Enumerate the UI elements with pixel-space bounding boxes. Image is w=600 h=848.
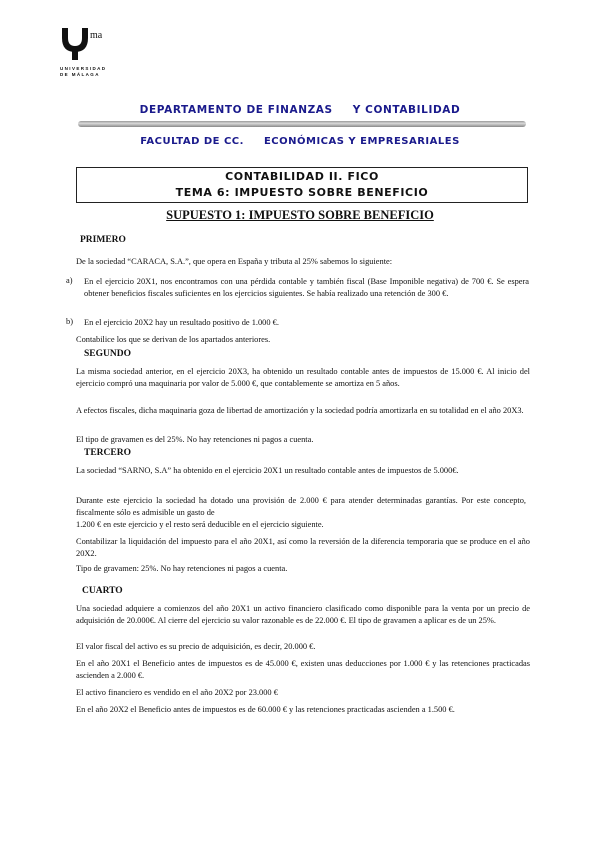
primero-item-b: En el ejercicio 20X2 hay un resultado positivo de 1.000 €. bbox=[84, 318, 279, 327]
segundo-p1: La misma sociedad anterior, en el ejercicio 20X3, ha obtenido un resultado contable antes de impuestos de 15.000 €. Al inicio del ejercicio compró una maquinaria por valor de 5.000 €, que contablemente se amortiza en 5 años. bbox=[76, 367, 530, 388]
logo-name-line1: UNIVERSIDAD bbox=[60, 66, 107, 71]
department-title bbox=[0, 104, 600, 116]
topic-title: TEMA 6: IMPUESTO SOBRE BENEFICIO bbox=[175, 186, 429, 199]
tercero-p2a: Durante este ejercicio la sociedad ha dotado una provisión de 2.000 € para atender determinadas garantías. Por este concepto, fiscalmente sólo es admisible un gasto de bbox=[76, 496, 526, 517]
item-a-marker: a) bbox=[66, 276, 73, 285]
cuarto-p4: El activo financiero es vendido en el año 20X2 por 23.000 € bbox=[76, 688, 278, 697]
course-title-box bbox=[76, 167, 528, 203]
primero-closing: Contabilice los que se derivan de los apartados anteriores. bbox=[76, 335, 271, 344]
faculty-title bbox=[0, 136, 600, 147]
segundo-p2: A efectos fiscales, dicha maquinaria goza de libertad de amortización y la sociedad podría amortizarla en su totalidad en el año 20X3. bbox=[76, 406, 524, 415]
course-title: CONTABILIDAD II. FICO bbox=[225, 170, 379, 183]
item-b-marker: b) bbox=[66, 317, 73, 326]
tercero-heading: TERCERO bbox=[84, 448, 131, 458]
tercero-p3: Contabilizar la liquidación del impuesto para el año 20X1, así como la reversión de la diferencia temporaria que se produce en el año 20X2. bbox=[76, 537, 530, 558]
university-logo bbox=[60, 26, 120, 86]
primero-intro: De la sociedad “CARACA, S.A.”, que opera en España y tributa al 25% sabemos lo siguiente: bbox=[76, 257, 393, 266]
tercero-p2b: 1.200 € en este ejercicio y el resto será deducible en el ejercicio siguiente. bbox=[76, 520, 324, 529]
logo-name bbox=[60, 66, 120, 78]
segundo-p3: El tipo de gravamen es del 25%. No hay retenciones ni pagos a cuenta. bbox=[76, 435, 314, 444]
cuarto-heading: CUARTO bbox=[82, 586, 123, 596]
department-title-a: DEPARTAMENTO DE FINANZAS bbox=[139, 104, 333, 116]
cuarto-p5: En el año 20X2 el Beneficio antes de impuestos es de 60.000 € y las retenciones practicadas ascienden a 1.500 €. bbox=[76, 705, 455, 714]
department-title-b: Y CONTABILIDAD bbox=[352, 104, 461, 116]
header-divider bbox=[78, 121, 526, 127]
faculty-title-b: ECONÓMICAS Y EMPRESARIALES bbox=[263, 136, 460, 147]
cuarto-p1: Una sociedad adquiere a comienzos del año 20X1 un activo financiero clasificado como disponible para la venta por un precio de adquisición de 20.000€. Al cierre del ejercicio su valor razonable es de 22.000 €. El tipo de gravamen a aplicar es de un 25%. bbox=[76, 604, 530, 625]
university-logo-icon bbox=[60, 26, 90, 62]
logo-name-line2: DE MÁLAGA bbox=[60, 72, 100, 77]
tercero-p1: La sociedad “SARNO, S.A” ha obtenido en el ejercicio 20X1 un resultado contable antes de impuestos de 5.000€. bbox=[76, 466, 459, 475]
logo-mark: ma bbox=[90, 30, 103, 41]
faculty-title-a: FACULTAD DE CC. bbox=[140, 136, 244, 147]
cuarto-p3: En el año 20X1 el Beneficio antes de impuestos es de 45.000 €, existen unas deducciones por 1.000 € y las retenciones practicadas ascienden a 2.000 €. bbox=[76, 659, 530, 680]
primero-item-a: En el ejercicio 20X1, nos encontramos con una pérdida contable y también fiscal (Base Imponible negativa) de 700 €. Se espera obtener beneficios fiscales suficientes en los ejercicios siguientes. Se había realizado una retención de 300 €. bbox=[84, 277, 529, 298]
tercero-p4: Tipo de gravamen: 25%. No hay retenciones ni pagos a cuenta. bbox=[76, 564, 288, 573]
primero-heading: PRIMERO bbox=[80, 235, 126, 245]
supuesto-title: SUPUESTO 1: IMPUESTO SOBRE BENEFICIO bbox=[166, 208, 434, 222]
segundo-heading: SEGUNDO bbox=[84, 349, 131, 359]
cuarto-p2: El valor fiscal del activo es su precio de adquisición, es decir, 20.000 €. bbox=[76, 642, 316, 651]
